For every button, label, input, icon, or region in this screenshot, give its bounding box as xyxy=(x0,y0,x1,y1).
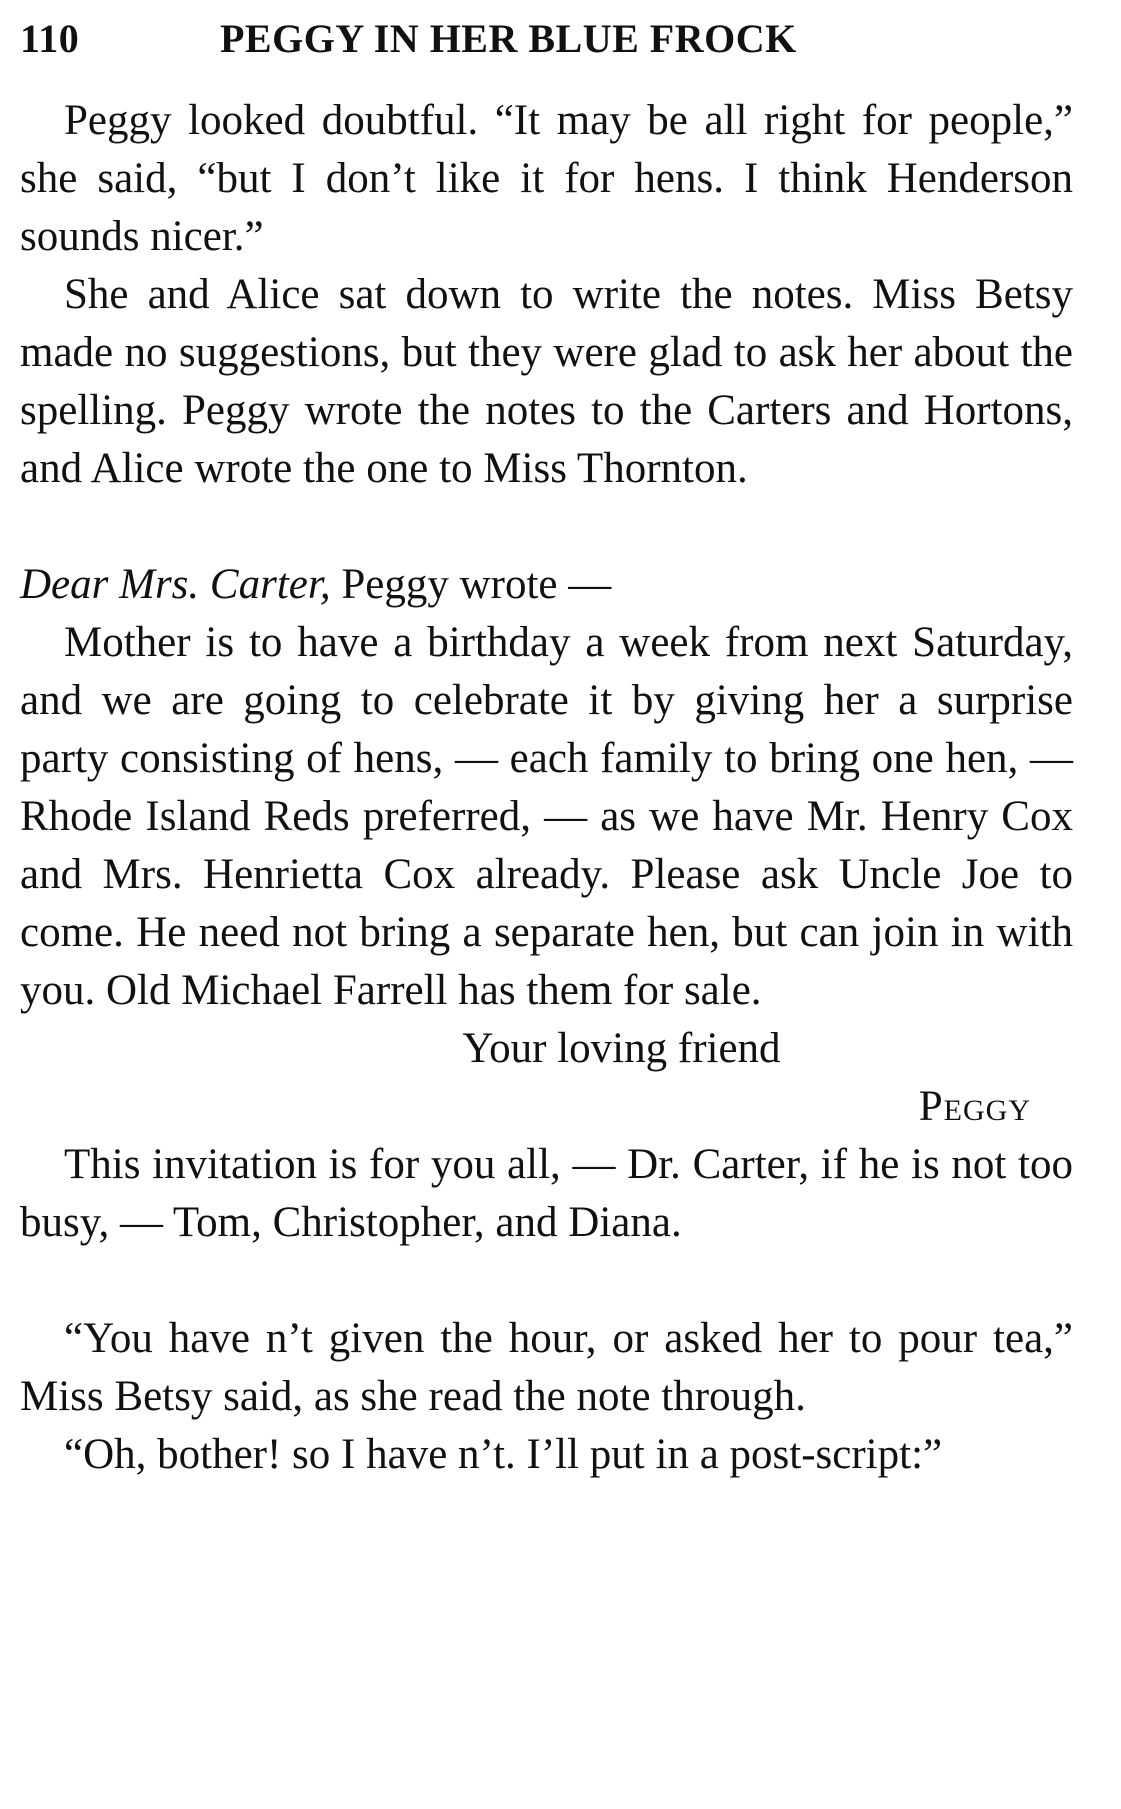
page-header xyxy=(20,14,1073,64)
paragraph: “You have n’t given the hour, or asked her to pour tea,” Miss Betsy said, as she read the note through. xyxy=(20,1315,1073,1420)
letter-opening xyxy=(20,556,1073,614)
page-body xyxy=(20,92,1073,1484)
running-title: PEGGY IN HER BLUE FROCK xyxy=(220,16,797,61)
letter-closing: Your loving friend xyxy=(462,1025,781,1072)
letter-intro: Peggy wrote — xyxy=(330,561,612,608)
letter-signature: Peggy xyxy=(918,1083,1031,1130)
section-gap xyxy=(20,1252,1073,1310)
section-gap xyxy=(20,498,1073,556)
paragraph: “Oh, bother! so I have n’t. I’ll put in a post-script:” xyxy=(64,1431,943,1478)
letter-salutation: Dear Mrs. Carter, xyxy=(20,561,331,608)
paragraph: She and Alice sat down to write the notes. Miss Betsy made no suggestions, but they were glad to ask her about the spelling. Peggy wrote the notes to the Carters and Hortons, and Alice wrote the one to Miss Thornton. xyxy=(20,271,1073,492)
page-number: 110 xyxy=(20,16,80,61)
paragraph: Peggy looked doubtful. “It may be all right for people,” she said, “but I don’t like it for hens. I think Henderson sounds nicer.” xyxy=(20,97,1073,260)
letter-body: Mother is to have a birthday a week from next Saturday, and we are going to celebrate it by giving her a surprise party consisting of hens, — each family to bring one hen, — Rhode Island Reds preferred, — as we have Mr. Henry Cox and Mrs. Henrietta Cox already. Please ask Uncle Joe to come. He need not bring a separate hen, but can join in with you. Old Michael Farrell has them for sale. xyxy=(20,619,1073,1014)
letter-postscript: This invitation is for you all, — Dr. Carter, if he is not too busy, — Tom, Christopher, and Diana. xyxy=(20,1141,1073,1246)
